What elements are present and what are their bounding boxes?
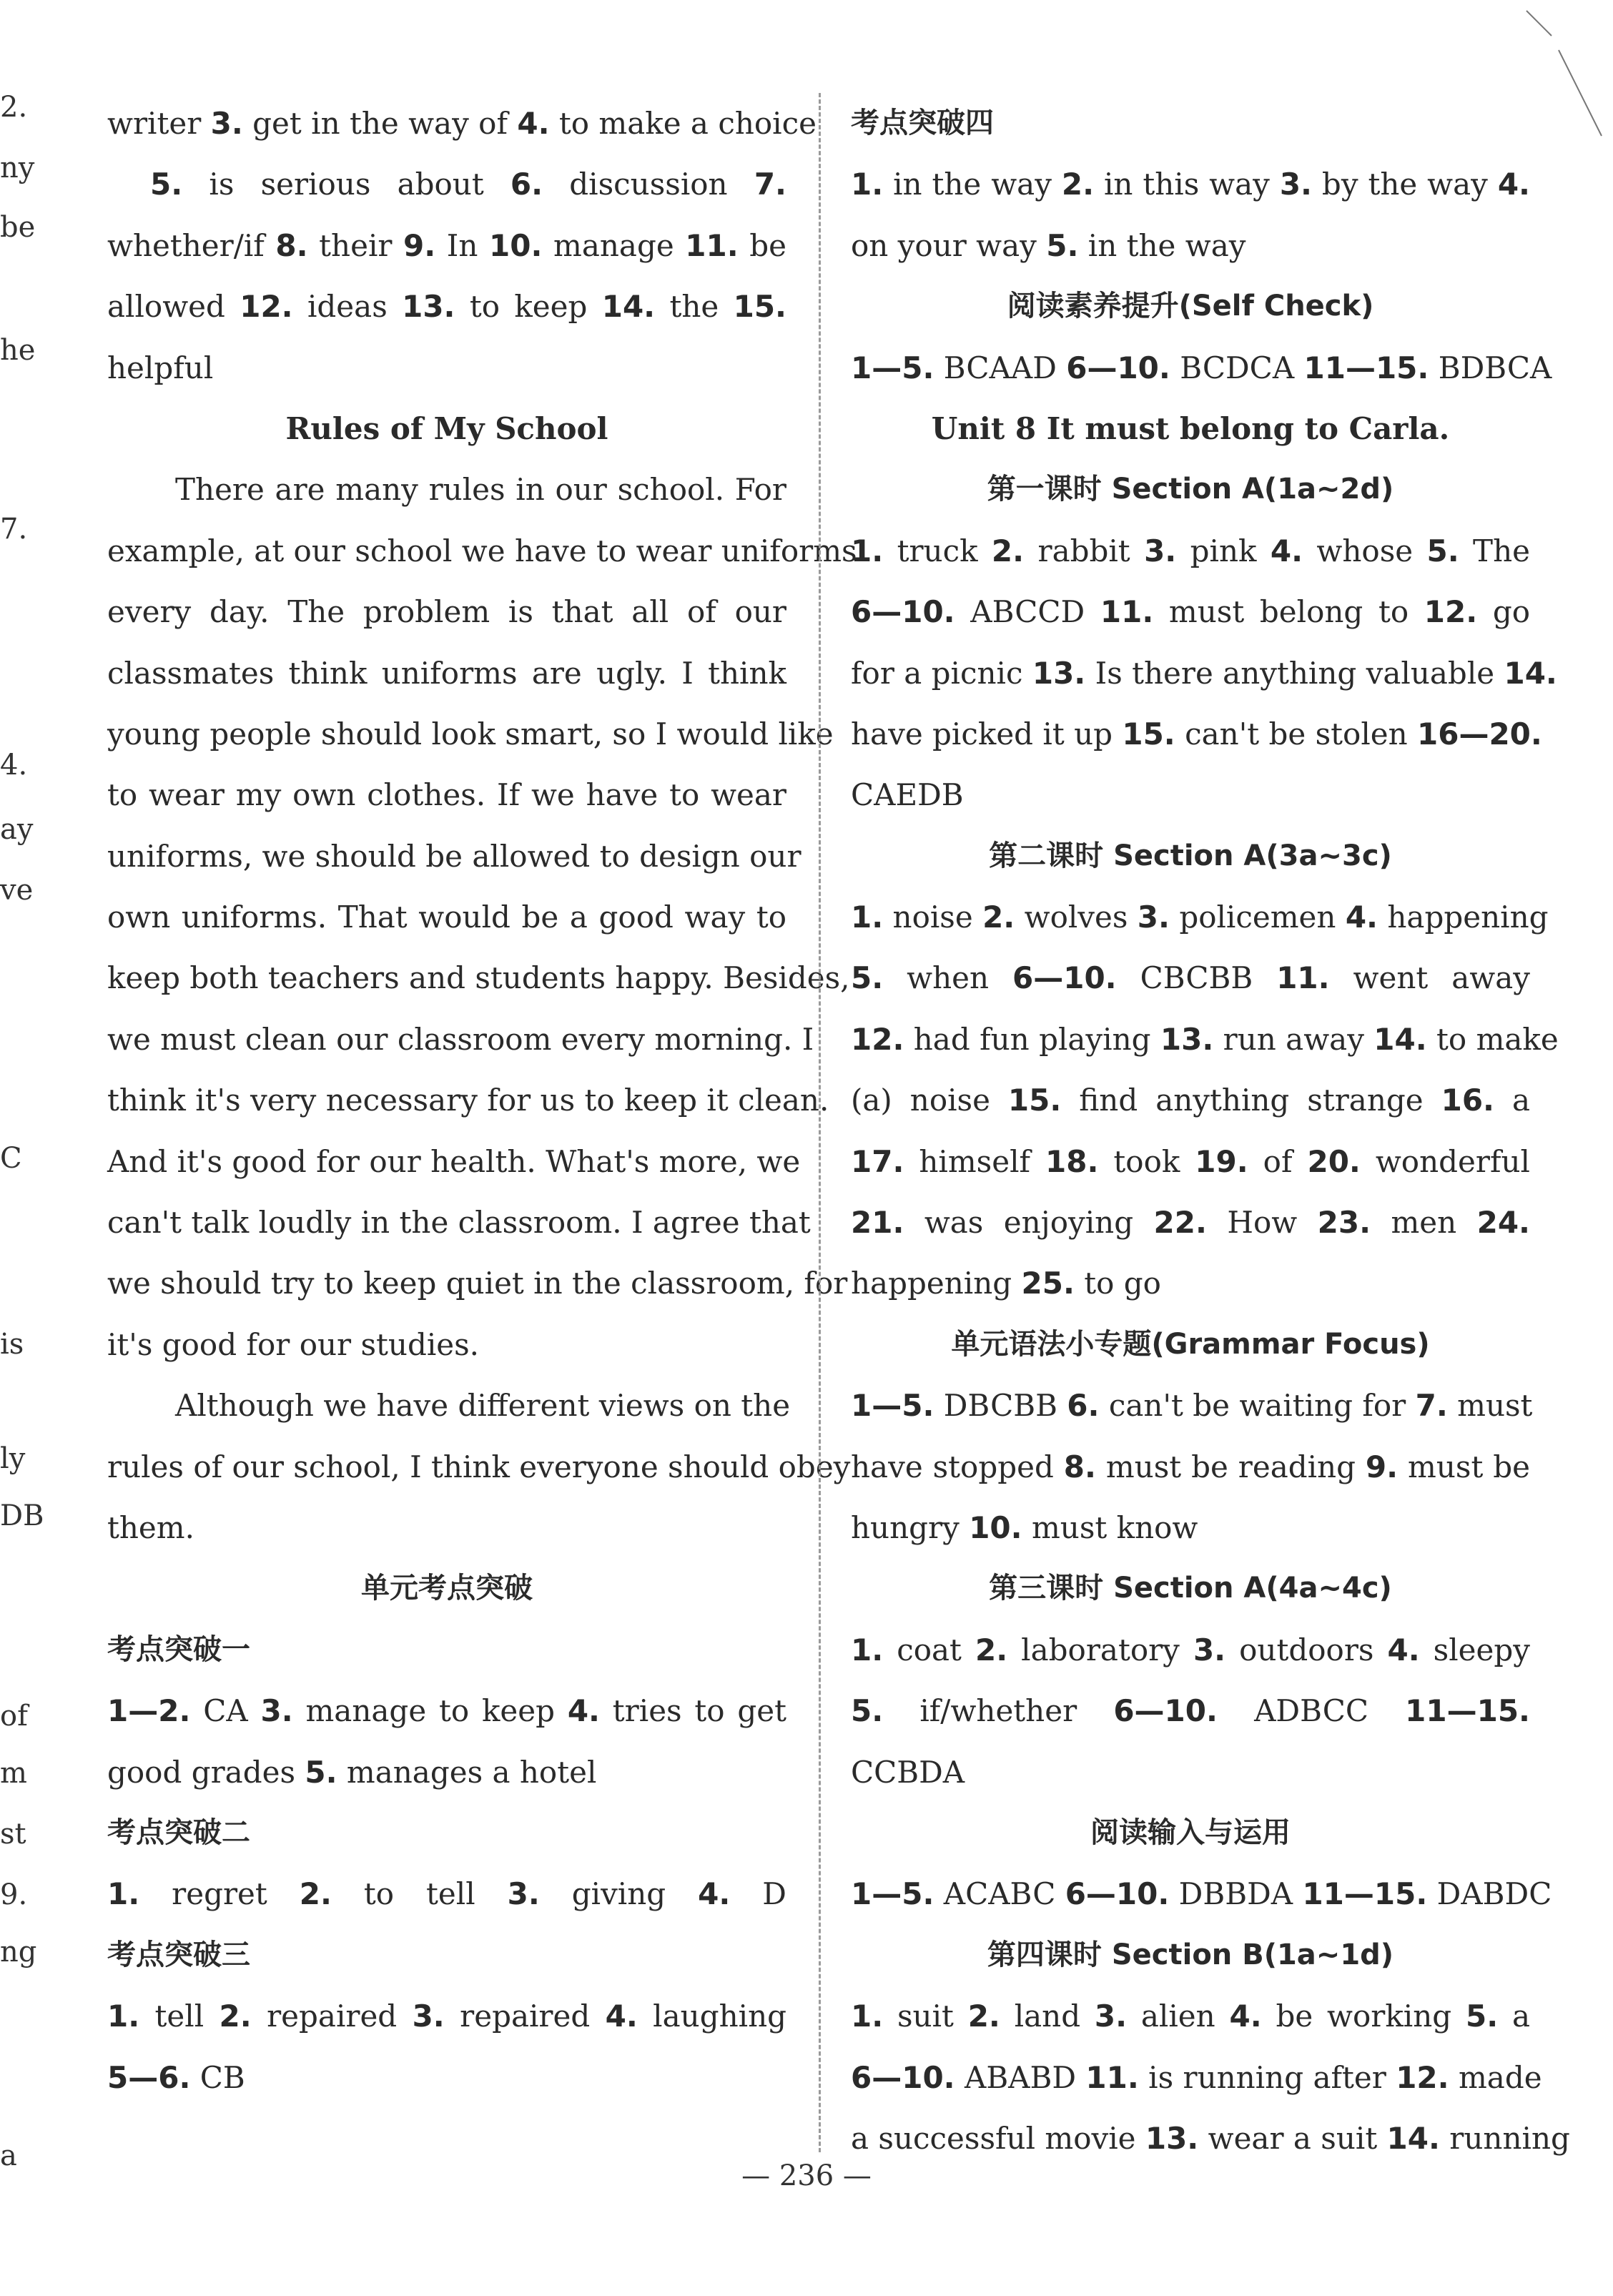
- item-number: 10.: [489, 227, 543, 263]
- answer-text: in this way: [1094, 167, 1280, 202]
- item-number: 12.: [1424, 594, 1478, 630]
- essay-line: we must clean our classroom every morning. I: [107, 1021, 814, 1057]
- answer-line: [851, 337, 1552, 398]
- section-heading: 考点突破三: [107, 1938, 250, 1971]
- left-gutter-fragments: [0, 0, 50, 2217]
- answer-text: laughing: [637, 1999, 787, 2034]
- answer-text: their: [307, 227, 404, 263]
- answer-line: [851, 581, 1530, 642]
- answer-text: In: [435, 227, 490, 263]
- margin-fragment: DB: [0, 1499, 44, 1532]
- answer-text: have picked it up: [851, 716, 1123, 752]
- item-number: 20.: [1307, 1143, 1361, 1179]
- answer-text: repaired: [251, 1999, 413, 2034]
- item-number: 3.: [1279, 167, 1313, 202]
- item-number: 2.: [967, 1999, 1000, 2034]
- item-number: 3.: [1094, 1999, 1128, 2034]
- answer-line: [851, 704, 1542, 764]
- item-number: 4.: [1270, 533, 1303, 568]
- essay-line: uniforms, we should be allowed to design our: [107, 838, 801, 874]
- item-number: 4.: [1345, 900, 1378, 935]
- answer-line: [851, 154, 1530, 215]
- left-column: [107, 93, 857, 2108]
- section-heading: 考点突破四: [851, 107, 994, 139]
- essay-line: them.: [107, 1509, 194, 1545]
- essay-line: example, at our school we have to wear uniforms: [107, 533, 857, 568]
- answer-text: be working: [1261, 1999, 1466, 2034]
- answer-line: [851, 2047, 1542, 2108]
- item-number: 10.: [969, 1509, 1022, 1545]
- answer-text: CCBDA: [851, 1754, 965, 1790]
- item-number: 1—5.: [851, 1876, 934, 1912]
- essay-line: classmates think uniforms are ugly. I think: [107, 655, 786, 691]
- answer-text: himself: [904, 1143, 1046, 1179]
- answer-text: DBCBB: [934, 1388, 1067, 1424]
- answer-text: get in the way of: [242, 106, 518, 141]
- item-number: 21.: [851, 1205, 904, 1241]
- item-number: 9.: [1365, 1449, 1399, 1484]
- item-number: 13.: [1145, 2120, 1199, 2156]
- margin-fragment: a: [0, 2139, 17, 2172]
- item-number: 11—15.: [1303, 350, 1429, 385]
- answer-line: [851, 764, 1530, 825]
- margin-fragment: ng: [0, 1936, 37, 1969]
- answer-text: men: [1371, 1205, 1477, 1241]
- essay-title: Rules of My School: [285, 410, 608, 446]
- essay-line: think it's very necessary for us to keep it clean.: [107, 1083, 829, 1118]
- answer-line: [851, 1620, 1530, 1680]
- answer-line: [851, 1253, 1530, 1314]
- margin-fragment: 2.: [0, 91, 28, 124]
- item-number: 2.: [982, 900, 1015, 935]
- item-number: 5.: [851, 960, 884, 996]
- page-number: — 236 —: [741, 2159, 872, 2192]
- item-number: 23.: [1317, 1205, 1371, 1241]
- answer-text: How: [1206, 1205, 1318, 1241]
- item-number: 2.: [299, 1876, 332, 1912]
- item-number: 6.: [1067, 1388, 1100, 1424]
- answer-text: outdoors: [1225, 1632, 1388, 1667]
- answer-text: is running after: [1138, 2059, 1396, 2095]
- item-number: 15.: [1122, 716, 1175, 752]
- answer-text: truck: [883, 533, 992, 568]
- answer-text: BCAAD: [934, 350, 1067, 385]
- section-heading: 第四课时 Section B(1a~1d): [987, 1938, 1394, 1971]
- answer-text: BCDCA: [1170, 350, 1304, 385]
- answer-text: running: [1439, 2120, 1570, 2156]
- item-number: 5.: [1046, 227, 1079, 263]
- item-number: 3.: [1137, 900, 1170, 935]
- section-heading: 考点突破一: [107, 1632, 250, 1666]
- item-number: 2.: [975, 1632, 1008, 1667]
- item-number: 9.: [403, 227, 436, 263]
- answer-text: went away: [1329, 960, 1530, 996]
- answer-line: [851, 1070, 1530, 1130]
- item-number: 4.: [605, 1999, 638, 2034]
- answer-text: run away: [1213, 1021, 1374, 1057]
- section-heading: 单元考点突破: [361, 1572, 533, 1605]
- answer-text: to make: [1426, 1021, 1559, 1057]
- essay-line: There are many rules in our school. For: [175, 472, 786, 508]
- section-heading: 第二课时 Section A(3a~3c): [989, 839, 1392, 872]
- margin-fragment: ly: [0, 1442, 26, 1475]
- item-number: 1.: [851, 1632, 884, 1667]
- answer-text: of: [1248, 1143, 1308, 1179]
- margin-fragment: ay: [0, 813, 34, 846]
- answer-text: giving: [539, 1876, 699, 1912]
- section-heading: 第三课时 Section A(4a~4c): [989, 1572, 1392, 1605]
- answer-text: in the way: [883, 167, 1062, 202]
- section-heading: 单元语法小专题(Grammar Focus): [951, 1327, 1430, 1361]
- item-number: 6.: [510, 167, 543, 202]
- item-number: 1.: [851, 1999, 884, 2034]
- margin-fragment: 9.: [0, 1878, 28, 1911]
- item-number: 4.: [1497, 167, 1530, 202]
- answer-line: [851, 1986, 1530, 2046]
- margin-fragment: st: [0, 1818, 26, 1851]
- item-number: 17.: [851, 1143, 904, 1179]
- right-column: [851, 93, 1570, 2169]
- margin-fragment: 7.: [0, 513, 28, 546]
- item-number: 5.: [150, 167, 183, 202]
- answer-text: suit: [883, 1999, 968, 2034]
- answer-text: good grades: [107, 1754, 305, 1790]
- essay-line: Although we have different views on the: [175, 1388, 791, 1424]
- answer-text: must be: [1398, 1449, 1530, 1484]
- answer-text: if/whether: [883, 1693, 1114, 1729]
- answer-text: ABCCD: [955, 594, 1100, 630]
- answer-text: D: [730, 1876, 786, 1912]
- answer-text: a: [1494, 1083, 1531, 1118]
- item-number: 5.: [851, 1693, 884, 1729]
- answer-text: tell: [139, 1999, 219, 2034]
- item-number: 11.: [1085, 2059, 1139, 2095]
- answer-text: noise: [883, 900, 983, 935]
- answer-text: tries to get: [600, 1693, 786, 1729]
- answer-text: wolves: [1015, 900, 1138, 935]
- unit-title: Unit 8 It must belong to Carla.: [931, 410, 1450, 446]
- item-number: 11—15.: [1302, 1876, 1428, 1912]
- answer-text: wear a suit: [1198, 2120, 1387, 2156]
- item-number: 1—5.: [851, 350, 934, 385]
- item-number: 16.: [1441, 1083, 1494, 1118]
- item-number: 14.: [601, 289, 656, 325]
- item-number: 12.: [851, 1021, 904, 1057]
- answer-text: discussion: [543, 167, 754, 202]
- answer-text: on your way: [851, 227, 1047, 263]
- item-number: 11.: [685, 227, 739, 263]
- essay-line: it's good for our studies.: [107, 1326, 480, 1362]
- answer-text: to keep: [455, 289, 602, 325]
- answer-text: BDBCA: [1429, 350, 1552, 385]
- essay-line: to wear my own clothes. If we have to wear: [107, 777, 786, 813]
- answer-text: manages a hotel: [337, 1754, 597, 1790]
- item-number: 6—10.: [1012, 960, 1117, 996]
- item-number: 3.: [210, 106, 243, 141]
- answer-text: DBBDA: [1169, 1876, 1303, 1912]
- answer-line: [851, 1863, 1552, 1924]
- answer-text: was enjoying: [904, 1205, 1154, 1241]
- answer-text: can't be stolen: [1175, 716, 1418, 752]
- answer-line: [107, 93, 817, 154]
- essay-line: we should try to keep quiet in the classroom, for: [107, 1266, 848, 1301]
- item-number: 5.: [305, 1754, 337, 1790]
- margin-fragment: ny: [0, 152, 35, 184]
- answer-line: [107, 215, 786, 276]
- item-number: 13.: [1032, 655, 1086, 691]
- answer-text: ideas: [292, 289, 403, 325]
- answer-text: helpful: [107, 350, 214, 385]
- answer-text: wonderful: [1360, 1143, 1530, 1179]
- item-number: 11.: [1276, 960, 1330, 996]
- answer-line: [107, 2047, 786, 2108]
- answer-text: to make a choice: [549, 106, 817, 141]
- answer-text: regret: [139, 1876, 300, 1912]
- answer-text: CAEDB: [851, 777, 964, 813]
- item-number: 6—10.: [1066, 350, 1170, 385]
- answer-text: happening: [1378, 900, 1549, 935]
- answer-text: go: [1477, 594, 1530, 630]
- column-divider: [819, 93, 821, 2152]
- item-number: 1.: [107, 1999, 140, 2034]
- item-number: 8.: [275, 227, 308, 263]
- answer-text: (a) noise: [851, 1083, 1008, 1118]
- item-number: 3.: [1144, 533, 1177, 568]
- item-number: 11.: [1100, 594, 1154, 630]
- item-number: 1.: [851, 533, 884, 568]
- answer-line: [107, 276, 786, 337]
- answer-text: CBCBB: [1116, 960, 1277, 996]
- answer-text: had fun playing: [904, 1021, 1160, 1057]
- answer-line: [851, 215, 1530, 276]
- section-heading: 考点突破二: [107, 1815, 250, 1849]
- answer-text: writer: [107, 106, 211, 141]
- answer-text: pink: [1176, 533, 1271, 568]
- item-number: 3.: [507, 1876, 540, 1912]
- answer-text: DABDC: [1427, 1876, 1552, 1912]
- answer-text: happening: [851, 1266, 1022, 1301]
- answer-text: ADBCC: [1217, 1693, 1406, 1729]
- answer-text: must know: [1022, 1509, 1198, 1545]
- answer-line: [851, 1742, 1530, 1803]
- margin-fragment: of: [0, 1700, 28, 1733]
- item-number: 1—5.: [851, 1388, 934, 1424]
- answer-text: manage: [542, 227, 686, 263]
- item-number: 3.: [1193, 1632, 1226, 1667]
- item-number: 19.: [1195, 1143, 1248, 1179]
- item-number: 1—2.: [107, 1693, 191, 1729]
- item-number: 1.: [851, 900, 884, 935]
- item-number: 2.: [219, 1999, 252, 2034]
- item-number: 3.: [260, 1693, 293, 1729]
- answer-line: [851, 1497, 1530, 1558]
- answer-text: whose: [1303, 533, 1427, 568]
- item-number: 24.: [1476, 1205, 1530, 1241]
- item-number: 8.: [1063, 1449, 1096, 1484]
- answer-text: is serious about: [182, 167, 510, 202]
- item-number: 4.: [698, 1876, 731, 1912]
- item-number: 4.: [1229, 1999, 1262, 2034]
- answer-text: find anything strange: [1061, 1083, 1441, 1118]
- item-number: 14.: [1386, 2120, 1440, 2156]
- answer-text: by the way: [1312, 167, 1498, 202]
- margin-fragment: he: [0, 334, 36, 367]
- answer-line: [851, 1009, 1559, 1070]
- answer-text: made: [1449, 2059, 1542, 2095]
- answer-line: [851, 521, 1530, 581]
- item-number: 4.: [567, 1693, 600, 1729]
- answer-text: sleepy: [1419, 1632, 1530, 1667]
- item-number: 6—10.: [851, 2059, 955, 2095]
- item-number: 16—20.: [1417, 716, 1542, 752]
- item-number: 12.: [240, 289, 293, 325]
- item-number: 6—10.: [1113, 1693, 1218, 1729]
- item-number: 6—10.: [851, 594, 955, 630]
- answer-text: ABABD: [955, 2059, 1086, 2095]
- answer-text: for a picnic: [851, 655, 1032, 691]
- item-number: 6—10.: [1065, 1876, 1170, 1912]
- item-number: 13.: [402, 289, 455, 325]
- answer-text: CB: [190, 2059, 245, 2095]
- answer-text: a successful movie: [851, 2120, 1145, 2156]
- section-heading: 第一课时 Section A(1a~2d): [987, 473, 1394, 506]
- answer-text: coat: [883, 1632, 975, 1667]
- item-number: 25.: [1021, 1266, 1075, 1301]
- answer-line: [851, 1437, 1530, 1497]
- margin-fragment: m: [0, 1757, 27, 1790]
- item-number: 7.: [754, 167, 786, 202]
- answer-text: repaired: [444, 1999, 606, 2034]
- answer-text: to tell: [331, 1876, 508, 1912]
- answer-line: [851, 643, 1557, 704]
- margin-fragment: ve: [0, 874, 34, 907]
- margin-fragment: C: [0, 1142, 22, 1175]
- essay-line: young people should look smart, so I would like: [107, 716, 834, 752]
- answer-text: laboratory: [1007, 1632, 1193, 1667]
- answer-line: [107, 1680, 786, 1741]
- answer-line: [851, 1680, 1530, 1741]
- answer-text: allowed: [107, 289, 240, 325]
- item-number: 18.: [1045, 1143, 1099, 1179]
- answer-text: when: [883, 960, 1012, 996]
- section-heading: 阅读素养提升(Self Check): [1007, 290, 1374, 323]
- section-heading: 阅读输入与运用: [1090, 1815, 1291, 1849]
- item-number: 5.: [1426, 533, 1459, 568]
- essay-line: every day. The problem is that all of our: [107, 594, 786, 630]
- item-number: 5—6.: [107, 2059, 191, 2095]
- essay-line: own uniforms. That would be a good way to: [107, 900, 786, 935]
- item-number: 3.: [412, 1999, 445, 2034]
- answer-text: The: [1459, 533, 1530, 568]
- answer-text: the: [655, 289, 734, 325]
- answer-text: to go: [1074, 1266, 1161, 1301]
- answer-line: [851, 1192, 1530, 1253]
- item-number: 4.: [1387, 1632, 1420, 1667]
- item-number: 15.: [733, 289, 787, 325]
- margin-fragment: 4.: [0, 749, 28, 782]
- essay-line: rules of our school, I think everyone should obey: [107, 1449, 851, 1484]
- item-number: 1.: [107, 1876, 140, 1912]
- answer-text: policemen: [1169, 900, 1346, 935]
- margin-fragment: is: [0, 1328, 24, 1361]
- item-number: 14.: [1373, 1021, 1427, 1057]
- answer-text: CA: [190, 1693, 261, 1729]
- essay-line: And it's good for our health. What's more, we: [107, 1143, 801, 1179]
- item-number: 7.: [1415, 1388, 1448, 1424]
- answer-text: hungry: [851, 1509, 970, 1545]
- answer-text: manage to keep: [292, 1693, 568, 1729]
- item-number: 11—15.: [1405, 1693, 1531, 1729]
- item-number: 1.: [851, 167, 884, 202]
- answer-text: alien: [1127, 1999, 1230, 2034]
- answer-line: [107, 154, 786, 215]
- item-number: 5.: [1465, 1999, 1499, 2034]
- item-number: 15.: [1007, 1083, 1062, 1118]
- answer-line: [107, 337, 786, 398]
- answer-line: [851, 1131, 1530, 1192]
- answer-text: took: [1098, 1143, 1195, 1179]
- answer-text: Is there anything valuable: [1085, 655, 1504, 691]
- answer-text: rabbit: [1024, 533, 1145, 568]
- item-number: 4.: [517, 106, 550, 141]
- answer-text: be: [738, 227, 786, 263]
- item-number: 2.: [1061, 167, 1095, 202]
- answer-line: [851, 887, 1549, 947]
- margin-fragment: be: [0, 211, 36, 244]
- answer-text: land: [1000, 1999, 1095, 2034]
- answer-text: a: [1498, 1999, 1531, 2034]
- answer-line: [851, 947, 1530, 1008]
- answer-text: have stopped: [851, 1449, 1064, 1484]
- answer-text: can't be waiting for: [1099, 1388, 1416, 1424]
- answer-text: must be reading: [1095, 1449, 1366, 1484]
- answer-text: ACABC: [934, 1876, 1065, 1912]
- scan-mark-decoration: [1523, 7, 1609, 143]
- answer-text: must belong to: [1153, 594, 1424, 630]
- answer-line: [107, 1742, 786, 1803]
- essay-line: keep both teachers and students happy. Besides,: [107, 960, 850, 996]
- item-number: 12.: [1396, 2059, 1449, 2095]
- answer-line: [107, 1863, 786, 1924]
- answer-text: whether/if: [107, 227, 276, 263]
- answer-line: [107, 1986, 786, 2046]
- item-number: 13.: [1160, 1021, 1214, 1057]
- item-number: 22.: [1153, 1205, 1207, 1241]
- item-number: 2.: [991, 533, 1025, 568]
- answer-line: [851, 1375, 1533, 1436]
- item-number: 14.: [1504, 655, 1557, 691]
- answer-text: in the way: [1078, 227, 1246, 263]
- answer-text: must: [1447, 1388, 1533, 1424]
- essay-line: can't talk loudly in the classroom. I agree that: [107, 1205, 811, 1241]
